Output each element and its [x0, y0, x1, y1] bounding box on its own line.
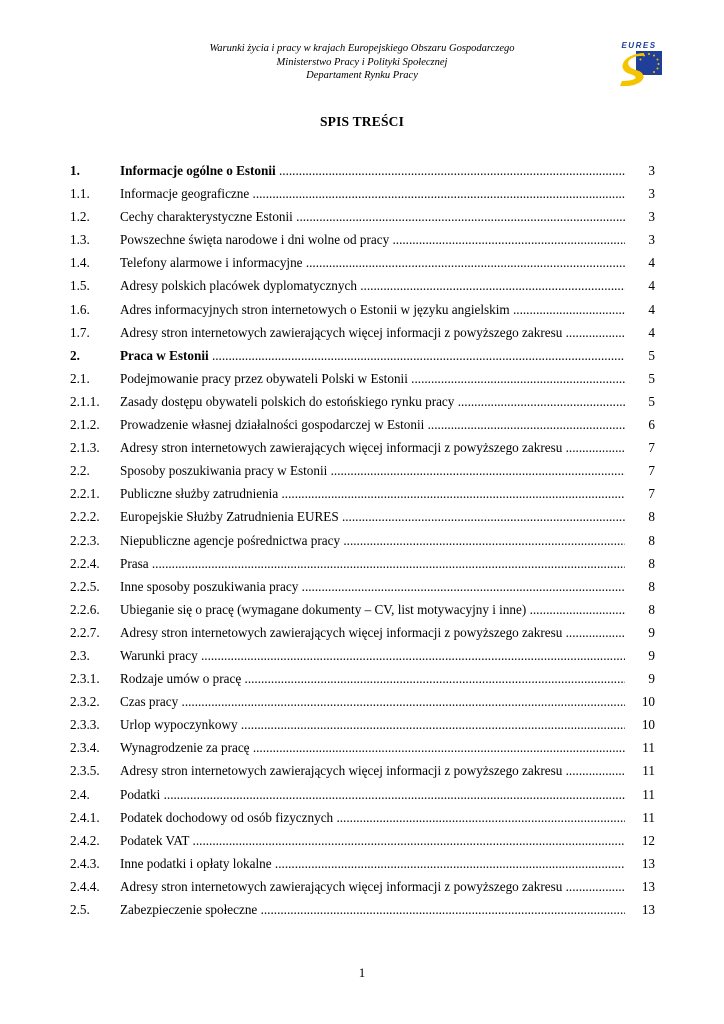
toc-entry-number: 1.3. [70, 232, 90, 248]
toc-entry-title-text: Prowadzenie własnej działalności gospodarczej w Estonii [120, 417, 425, 433]
toc-entry[interactable] [70, 809, 655, 832]
toc-entry-page: 11 [642, 740, 655, 756]
toc-entry[interactable] [70, 878, 655, 901]
toc-entry-title [120, 254, 625, 271]
toc-entry-title [120, 670, 625, 687]
toc-entry[interactable] [70, 162, 655, 185]
toc-entry-number: 2. [70, 347, 80, 363]
header-line-1: Warunki życia i pracy w krajach Europejskiego Obszaru Gospodarczego [209, 43, 515, 54]
toc-entry-number: 2.2.4. [70, 555, 100, 571]
toc-entry[interactable] [70, 208, 655, 231]
toc-entry-number: 2.1.2. [70, 417, 100, 433]
toc-entry-page: 12 [641, 832, 655, 848]
toc-entry-page: 8 [648, 532, 655, 548]
toc-entry-number: 2.2.2. [70, 509, 100, 525]
toc-entry-title [120, 601, 625, 618]
toc-entry-title [120, 162, 625, 179]
toc-entry-number: 2.1.1. [70, 393, 100, 409]
toc-entry[interactable] [70, 647, 655, 670]
eures-logo-text: EURES [621, 41, 657, 50]
toc-entry[interactable] [70, 485, 655, 508]
toc-entry-page: 13 [641, 878, 655, 894]
toc-entry-number: 1.6. [70, 301, 90, 317]
toc-entry-page: 13 [641, 855, 655, 871]
toc-entry[interactable] [70, 601, 655, 624]
toc-entry-page: 11 [642, 809, 655, 825]
toc-entry[interactable] [70, 185, 655, 208]
toc-entry-page: 3 [648, 232, 655, 248]
toc-entry-page: 8 [648, 578, 655, 594]
toc-entry-number: 2.3.4. [70, 740, 100, 756]
toc-entry[interactable] [70, 624, 655, 647]
toc-entry-title [120, 809, 625, 826]
toc-entry-title [120, 786, 625, 803]
toc-entry-number: 2.4.4. [70, 878, 100, 894]
toc-entry-title-text: Podejmowanie pracy przez obywateli Polski w Estonii [120, 370, 408, 386]
toc-entry-number: 1.1. [70, 186, 90, 202]
toc-entry-title-text: Czas pracy [120, 694, 179, 710]
toc-entry-number: 2.4.1. [70, 809, 100, 825]
toc-entry-title-text: Telefony alarmowe i informacyjne [120, 255, 303, 271]
page-number: 1 [358, 965, 366, 980]
toc-entry-page: 4 [648, 324, 655, 340]
toc-entry-title [120, 370, 625, 387]
toc-entry-title-text: Sposoby poszukiwania pracy w Estonii [120, 463, 328, 479]
toc-entry-number: 2.4.3. [70, 855, 100, 871]
toc-entry-page: 10 [641, 717, 655, 733]
toc-entry-number: 2.5. [70, 902, 90, 917]
toc-entry-title [120, 716, 625, 733]
toc-entry-number: 2.2.6. [70, 601, 100, 617]
toc-entry-number: 2.3.2. [70, 694, 100, 710]
toc-entry-title-text: Informacje ogólne o Estonii [120, 163, 276, 178]
toc-entry-title [120, 185, 625, 202]
toc-entry-number: 2.4. [70, 786, 90, 802]
toc-entry-number: 1.4. [70, 255, 90, 271]
toc-entry-title [120, 878, 625, 895]
toc-entry-title [120, 762, 625, 779]
toc-entry[interactable] [70, 855, 655, 878]
header-line-3: Departament Rynku Pracy [306, 70, 418, 81]
toc-entry[interactable] [70, 462, 655, 485]
toc-entry-number: 2.2.3. [70, 532, 100, 548]
toc-entry-page: 10 [641, 694, 655, 710]
toc-entry-number: 2.2.5. [70, 578, 100, 594]
toc-entry-title [120, 739, 625, 756]
toc-entry[interactable] [70, 439, 655, 462]
toc-entry-title [120, 855, 625, 872]
toc-entry-page: 8 [648, 509, 655, 525]
toc-entry-page: 6 [648, 417, 655, 433]
toc-entry-title [120, 555, 625, 572]
toc-entry-page: 7 [648, 463, 655, 479]
toc-entry-title [120, 277, 625, 294]
toc-entry-title-text: Praca w Estonii [120, 347, 209, 363]
toc-entry-page: 13 [641, 902, 655, 917]
toc-entry-title [120, 832, 625, 849]
toc-entry[interactable] [70, 508, 655, 531]
toc-entry[interactable] [70, 254, 655, 277]
toc-entry-title-text: Adresy stron internetowych zawierających więcej informacji z powyższego zakresu [120, 324, 563, 340]
toc-entry-page: 9 [648, 647, 655, 663]
toc-entry[interactable] [70, 901, 655, 924]
toc-entry-title [120, 231, 625, 248]
toc-entry[interactable] [70, 231, 655, 254]
toc-entry-page: 8 [648, 601, 655, 617]
toc-entry-title-text: Adresy polskich placówek dyplomatycznych [120, 278, 357, 294]
toc-entry[interactable] [70, 739, 655, 762]
toc-entry[interactable] [70, 693, 655, 716]
toc-entry-number: 2.1. [70, 370, 90, 386]
eures-logo [614, 40, 664, 92]
toc-entry-title [120, 416, 625, 433]
toc-entry-page: 5 [648, 370, 655, 386]
toc-entry-page: 4 [648, 255, 655, 271]
toc-entry[interactable] [70, 393, 655, 416]
toc-entry-page: 3 [648, 209, 655, 225]
toc-entry-page: 3 [648, 186, 655, 202]
toc-entry-title-text: Rodzaje umów o pracę [120, 671, 242, 687]
toc-entry[interactable] [70, 716, 655, 739]
toc-entry-title-text: Niepubliczne agencje pośrednictwa pracy [120, 532, 341, 548]
toc-entry-page: 4 [648, 301, 655, 317]
toc-entry-title-text: Europejskie Służby Zatrudnienia EURES [120, 509, 339, 525]
toc-entry[interactable] [70, 416, 655, 439]
toc-entry-page: 5 [648, 393, 655, 409]
header-line-2: Ministerstwo Pracy i Polityki Społecznej [276, 56, 448, 68]
toc-entry-page: 11 [642, 786, 655, 802]
toc-entry-title-text: Zabezpieczenie społeczne [120, 902, 258, 917]
toc-entry-title [120, 578, 625, 595]
toc-entry-title-text: Adresy stron internetowych zawierających więcej informacji z powyższego zakresu [120, 440, 563, 456]
toc-entry[interactable] [70, 370, 655, 393]
toc-entry-title-text: Podatek VAT [120, 832, 190, 848]
toc-entry-title-text: Zasady dostępu obywateli polskich do estońskiego rynku pracy [120, 393, 455, 409]
toc-entry-title-text: Adresy stron internetowych zawierających więcej informacji z powyższego zakresu [120, 763, 563, 779]
toc-entry-number: 2.4.2. [70, 832, 100, 848]
toc-entry-title-text: Podatki [120, 786, 161, 802]
toc-entry-title [120, 347, 625, 364]
toc-entry[interactable] [70, 532, 655, 555]
toc-entry-title [120, 693, 625, 710]
toc-entry-page: 4 [648, 278, 655, 294]
toc-entry-title-text: Adresy stron internetowych zawierających więcej informacji z powyższego zakresu [120, 878, 563, 894]
toc-entry[interactable] [70, 786, 655, 809]
toc-entry-page: 8 [648, 555, 655, 571]
toc-entry-title-text: Podatek dochodowy od osób fizycznych [120, 809, 334, 825]
toc-entry-page: 9 [648, 671, 655, 687]
toc-entry-title-text: Cechy charakterystyczne Estonii [120, 209, 293, 225]
toc-entry-page: 5 [648, 347, 655, 363]
toc-entry-title [120, 647, 625, 664]
toc-title: SPIS TREŚCI [319, 114, 405, 129]
toc-entry-title [120, 532, 625, 549]
toc-entry[interactable] [70, 347, 655, 370]
toc-entry-number: 2.2.1. [70, 486, 100, 502]
toc-entry-number: 1.2. [70, 209, 90, 225]
table-of-contents [70, 162, 655, 924]
toc-entry-number: 2.2.7. [70, 624, 100, 640]
toc-entry[interactable] [70, 555, 655, 578]
toc-entry-number: 2.3.1. [70, 671, 100, 687]
toc-entry-page: 11 [642, 763, 655, 779]
toc-entry-title [120, 901, 625, 918]
toc-entry-title-text: Prasa [120, 555, 149, 571]
toc-entry-title [120, 508, 625, 525]
toc-entry-title-text: Publiczne służby zatrudnienia [120, 486, 279, 502]
toc-entry[interactable] [70, 324, 655, 347]
toc-entry-title-text: Wynagrodzenie za pracę [120, 740, 250, 756]
toc-entry-title [120, 485, 625, 502]
toc-entry-title-text: Ubieganie się o pracę (wymagane dokumenty – CV, list motywacyjny i inne) [120, 601, 527, 617]
toc-entry-title-text: Adresy stron internetowych zawierających więcej informacji z powyższego zakresu [120, 624, 563, 640]
toc-entry-page: 7 [648, 440, 655, 456]
toc-entry-number: 2.2. [70, 463, 90, 479]
toc-entry-number: 1.5. [70, 278, 90, 294]
toc-entry[interactable] [70, 762, 655, 785]
toc-entry-title [120, 462, 625, 479]
toc-entry-title [120, 208, 625, 225]
toc-entry-title-text: Informacje geograficzne [120, 186, 250, 202]
toc-entry[interactable] [70, 301, 655, 324]
toc-entry-page: 9 [648, 624, 655, 640]
toc-entry-number: 1.7. [70, 324, 90, 340]
toc-entry-number: 2.1.3. [70, 440, 100, 456]
toc-entry-title [120, 439, 625, 456]
toc-entry-title-text: Inne sposoby poszukiwania pracy [120, 578, 299, 594]
toc-entry-title-text: Urlop wypoczynkowy [120, 717, 238, 733]
toc-entry[interactable] [70, 832, 655, 855]
toc-entry-title [120, 624, 625, 641]
toc-entry-title-text: Warunki pracy [120, 647, 198, 663]
toc-entry-page: 7 [648, 486, 655, 502]
toc-entry[interactable] [70, 277, 655, 300]
toc-entry-number: 1. [70, 163, 80, 178]
toc-entry[interactable] [70, 578, 655, 601]
toc-entry-number: 2.3. [70, 647, 90, 663]
toc-entry-title [120, 393, 625, 410]
toc-entry-title-text: Powszechne święta narodowe i dni wolne od pracy [120, 232, 390, 248]
toc-entry-page: 3 [648, 163, 655, 178]
toc-entry-title [120, 301, 625, 318]
toc-entry-number: 2.3.5. [70, 763, 100, 779]
toc-entry-title [120, 324, 625, 341]
toc-entry-number: 2.3.3. [70, 717, 100, 733]
toc-entry-title-text: Adres informacyjnych stron internetowych o Estonii w języku angielskim [120, 301, 510, 317]
toc-entry-title-text: Inne podatki i opłaty lokalne [120, 855, 272, 871]
toc-entry[interactable] [70, 670, 655, 693]
